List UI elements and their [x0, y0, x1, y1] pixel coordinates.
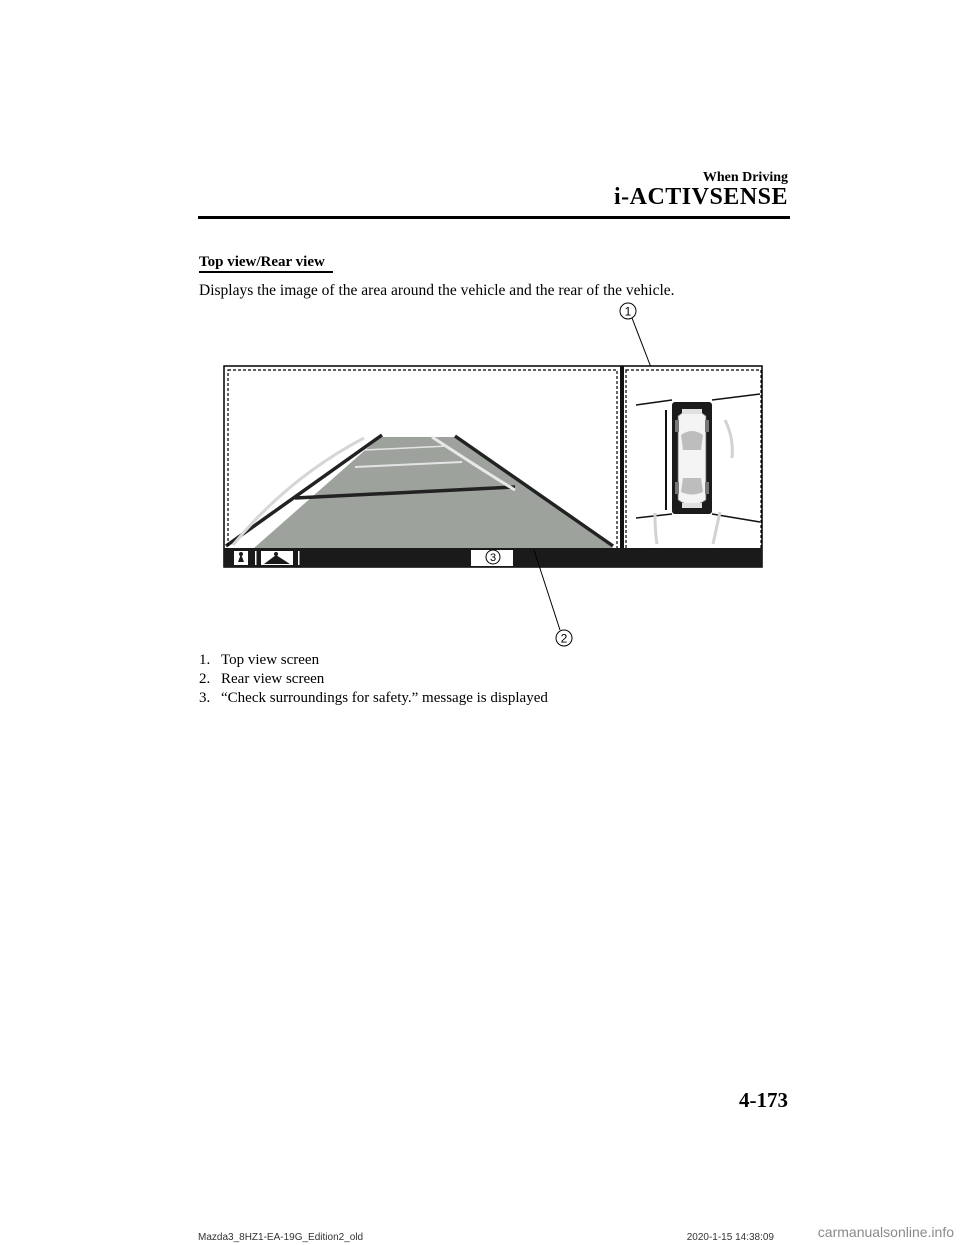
list-item-number: 1. [199, 652, 211, 668]
list-item-number: 2. [199, 671, 211, 687]
watermark[interactable]: carmanualsonline.info [817, 1224, 954, 1240]
list-item-text: Rear view screen [221, 671, 325, 687]
callout-1 [620, 303, 652, 370]
header-rule [198, 216, 790, 219]
callout-3 [486, 550, 500, 564]
footer-timestamp: 2020-1-15 14:38:09 [686, 1232, 774, 1243]
list-item [199, 652, 319, 669]
sensor-icon [234, 551, 248, 565]
subheading-underline [199, 271, 333, 273]
car-icon [672, 402, 712, 514]
list-item-text: Top view screen [221, 652, 320, 668]
intro-paragraph: Displays the image of the area around the vehicle and the rear of the vehicle. [199, 282, 675, 299]
callout-2-label: 2 [560, 631, 568, 646]
subheading: Top view/Rear view [199, 254, 325, 270]
list-item-number: 3. [199, 690, 211, 706]
list-item-text: “Check surroundings for safety.” message is displayed [221, 690, 548, 706]
callout-3-label: 3 [489, 552, 497, 564]
footer-file-name: Mazda3_8HZ1-EA-19G_Edition2_old [198, 1232, 364, 1243]
page-number: 4-173 [739, 1088, 788, 1112]
chapter-title: i-ACTIVSENSE [613, 184, 788, 210]
list-item [199, 690, 548, 707]
view-switch-icon [261, 551, 293, 565]
camera-display-figure [160, 300, 800, 660]
section-label: When Driving [702, 170, 788, 185]
list-item [199, 671, 324, 688]
callout-1-label: 1 [624, 304, 632, 319]
